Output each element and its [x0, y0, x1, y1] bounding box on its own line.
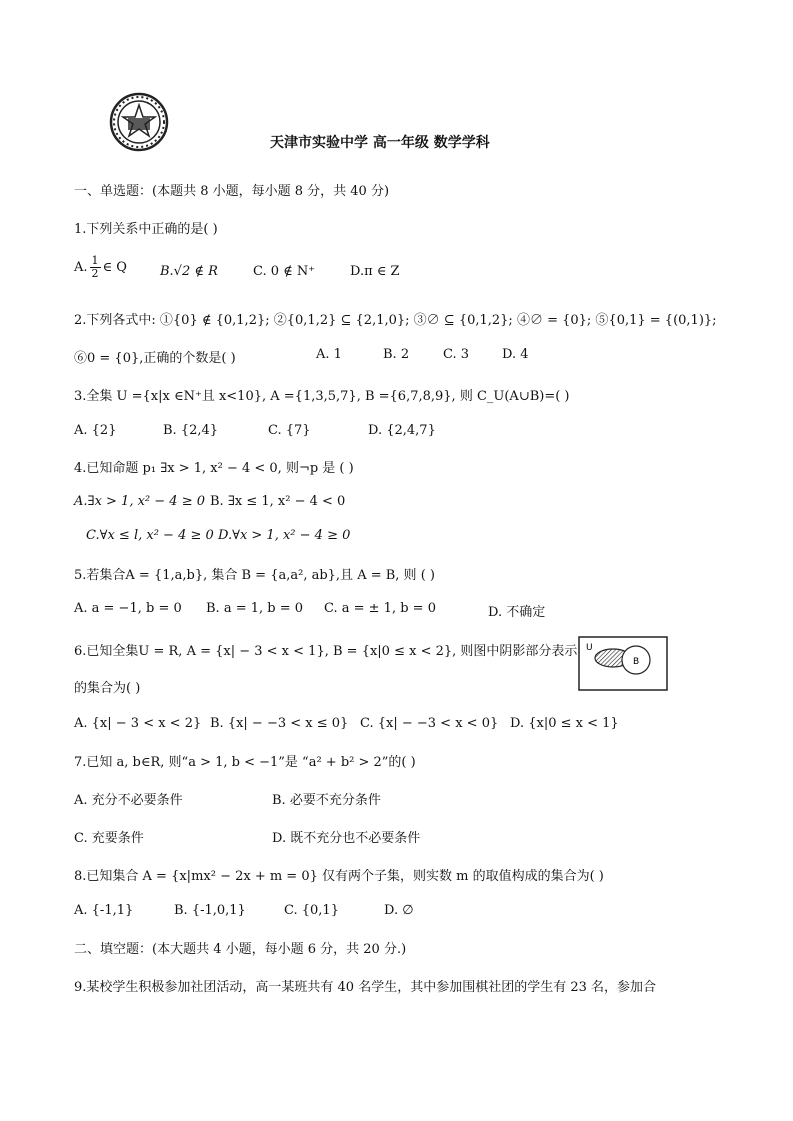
section-heading-fill-in: 二、填空题：(本大题共 4 小题，每小题 6 分，共 20 分.)	[74, 942, 407, 957]
question-6-option-d: D. {x|0 ≤ x < 1}	[510, 716, 619, 731]
question-3-option-d: D. {2,4,7}	[368, 423, 436, 438]
question-4-stem: 4.已知命题 p₁ ∃x > 1, x² − 4 < 0, 则¬p 是 ( )	[74, 461, 354, 476]
fraction: $\frac{1}{2}$	[91, 254, 99, 280]
question-5-stem: 5.若集合A = {1,a,b}, 集合 B = {a,a², ab},且 A = B, 则 ( )	[74, 568, 435, 583]
question-7-stem: 7.已知 a, b∈R, 则“a > 1, b < −1”是 “a² + b² > 2”的( )	[74, 755, 416, 770]
question-5-option-d: D. 不确定	[488, 605, 546, 620]
question-1-option-a: A. $\frac{1}{2}$ ∈ Q	[74, 254, 127, 280]
question-4-option-b: B. ∃x ≤ 1, x² − 4 < 0	[210, 494, 346, 509]
question-6-option-a: A. {x| − 3 < x < 2}	[74, 716, 202, 731]
question-3-stem: 3.全集 U ={x|x ∈N⁺且 x<10}, A ={1,3,5,7}, B ={6,7,8,9}, 则 C_U(A∪B)=( )	[74, 389, 570, 404]
venn-diagram	[578, 636, 668, 691]
page-title: 天津市实验中学 高一年级 数学学科	[270, 135, 490, 151]
question-2-option-d: D. 4	[502, 347, 529, 362]
question-7-option-d: D. 既不充分也不必要条件	[272, 831, 421, 846]
question-2-line-2: ⑥0 = {0},正确的个数是( )	[74, 351, 236, 366]
venn-label-u: U	[586, 643, 593, 653]
question-5-option-c: C. a = ± 1, b = 0	[324, 601, 436, 616]
question-4-option-a: A.∃x > 1, x² − 4 ≥ 0	[74, 494, 205, 509]
question-3-option-a: A. {2}	[74, 423, 117, 438]
question-5-option-b: B. a = 1, b = 0	[206, 601, 304, 616]
venn-label-b: B	[633, 657, 640, 667]
question-8-stem: 8.已知集合 A = {x|mx² − 2x + m = 0} 仅有两个子集，则实数 m 的取值构成的集合为( )	[74, 869, 604, 884]
question-6-option-c: C. {x| − −3 < x < 0}	[360, 716, 499, 731]
question-1-option-d: D.π ∈ Z	[350, 264, 400, 279]
question-5-option-a: A. a = −1, b = 0	[74, 601, 182, 616]
section-heading-single-choice: 一、单选题：(本题共 8 小题，每小题 8 分，共 40 分)	[74, 184, 390, 199]
question-1-stem: 1.下列关系中正确的是( )	[74, 222, 218, 237]
question-3-option-c: C. {7}	[268, 423, 311, 438]
question-4-option-d: D.∀x > 1, x² − 4 ≥ 0	[218, 528, 351, 543]
school-seal-logo	[108, 92, 170, 152]
question-2-option-b: B. 2	[383, 347, 410, 362]
question-8-option-a: A. {-1,1}	[74, 903, 134, 918]
question-7-option-c: C. 充要条件	[74, 831, 144, 846]
question-7-option-a: A. 充分不必要条件	[74, 793, 183, 808]
question-4-option-c: C.∀x ≤ l, x² − 4 ≥ 0	[86, 528, 214, 543]
question-8-option-c: C. {0,1}	[284, 903, 339, 918]
question-2-option-c: C. 3	[443, 347, 470, 362]
question-7-option-b: B. 必要不充分条件	[272, 793, 381, 808]
question-2-option-a: A. 1	[316, 347, 342, 362]
question-1-option-c: C. 0 ∉ N⁺	[253, 264, 316, 279]
question-6-line-2: 的集合为( )	[74, 681, 141, 696]
question-8-option-b: B. {-1,0,1}	[174, 903, 246, 918]
question-3-option-b: B. {2,4}	[163, 423, 219, 438]
question-2-line-1: 2.下列各式中: ①{0} ∉ {0,1,2}; ②{0,1,2} ⊆ {2,1,0}; ③∅ ⊆ {0,1,2}; ④∅ = {0}; ⑤{0,1} = {(0,1)};	[74, 313, 717, 328]
question-6-option-b: B. {x| − −3 < x ≤ 0}	[210, 716, 349, 731]
question-1-option-b: B.√2 ∉ R	[160, 264, 218, 279]
question-8-option-d: D. ∅	[384, 903, 414, 918]
question-6-line-1: 6.已知全集U = R, A = {x| − 3 < x < 1}, B = {x|0 ≤ x < 2}, 则图中阴影部分表示	[74, 644, 578, 659]
question-9-stem: 9.某校学生积极参加社团活动，高一某班共有 40 名学生，其中参加围棋社团的学生有 23 名，参加合	[74, 980, 657, 995]
